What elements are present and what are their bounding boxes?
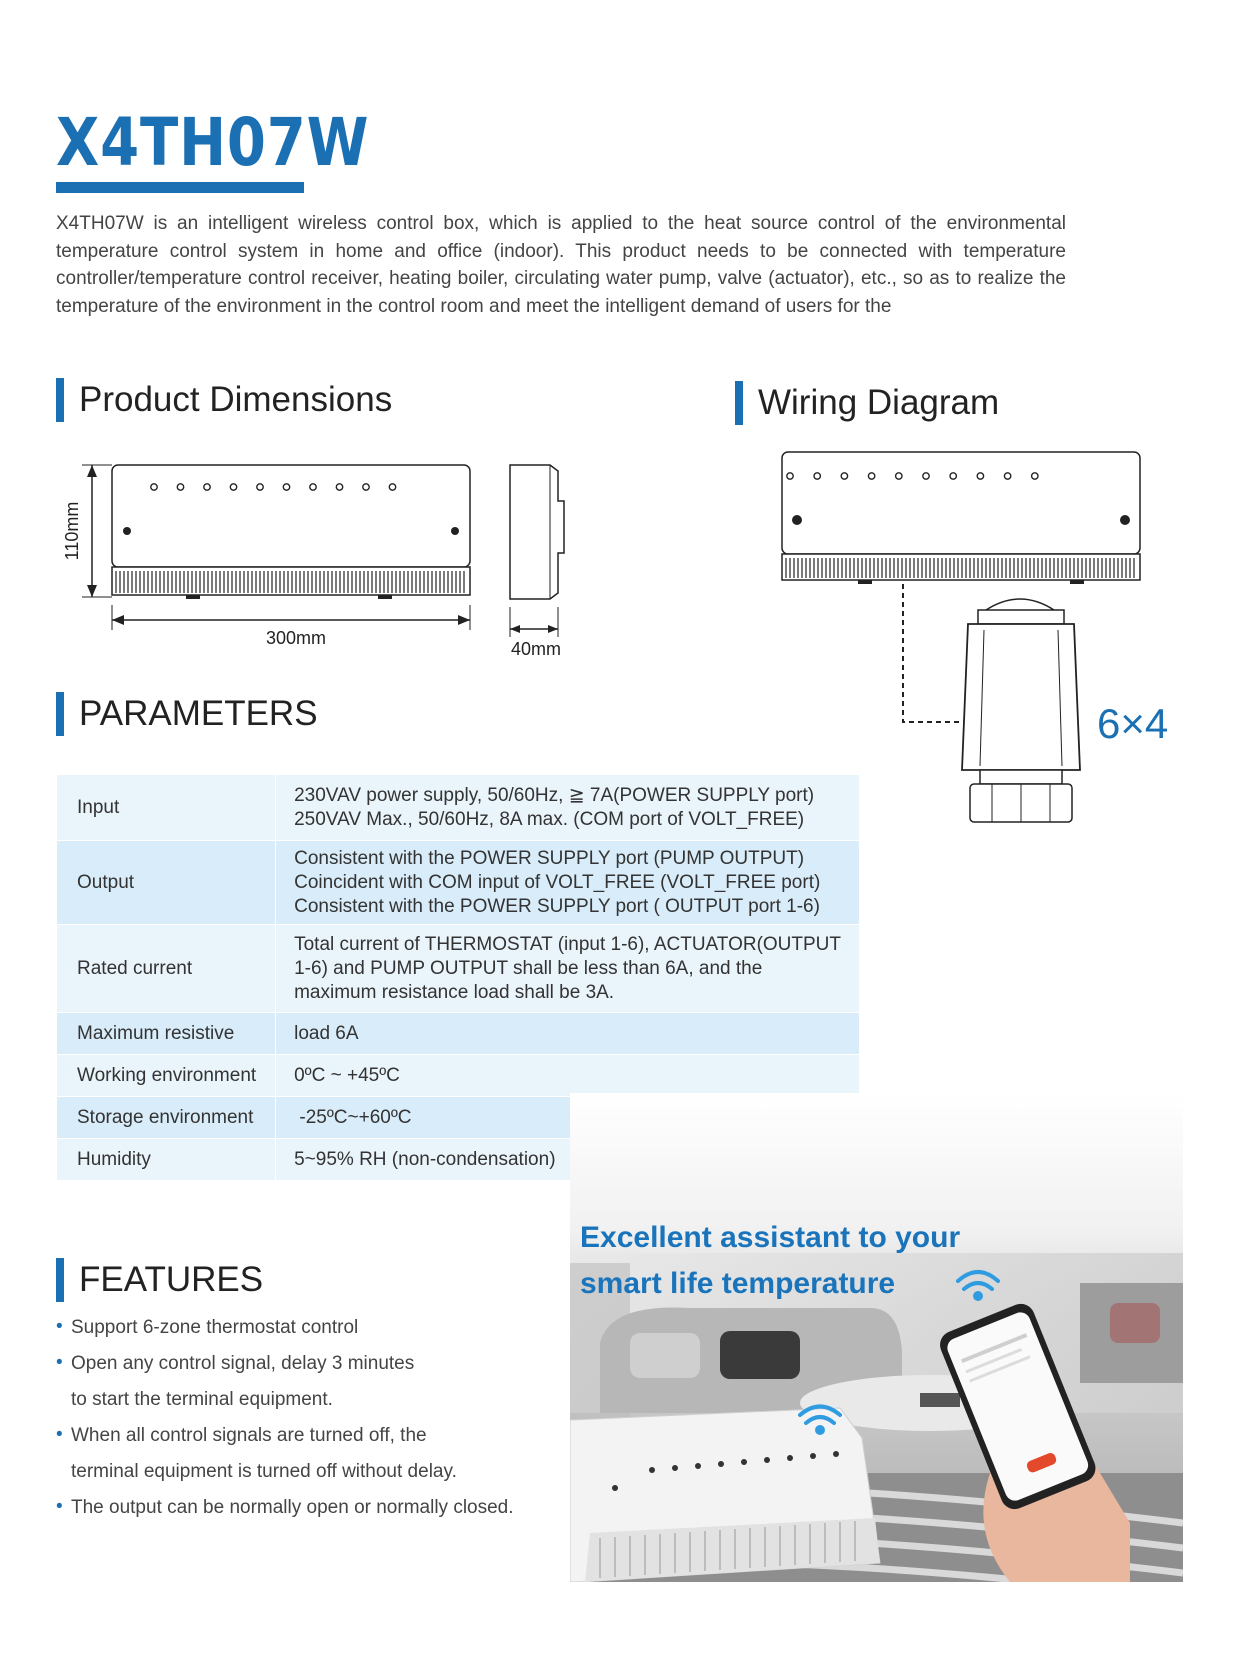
wiring-drawing bbox=[780, 450, 1180, 830]
height-label: 110mm bbox=[62, 501, 82, 561]
parameter-value-line: load 6A bbox=[294, 1022, 359, 1044]
led-hole bbox=[977, 473, 983, 479]
parameter-value-line: 230VAV power supply, 50/60Hz, ≧ 7A(POWER SUPPLY port) bbox=[294, 784, 815, 806]
actuator-illustration bbox=[962, 599, 1080, 822]
led-hole bbox=[363, 484, 369, 490]
parameter-key: Working environment bbox=[57, 1055, 276, 1097]
parameter-row bbox=[57, 1013, 860, 1055]
led-hole bbox=[841, 473, 847, 479]
section-title: FEATURES bbox=[79, 1260, 264, 1299]
parameter-key: Humidity bbox=[57, 1139, 276, 1181]
led-hole bbox=[950, 473, 956, 479]
feature-item bbox=[56, 1310, 576, 1346]
feature-item bbox=[56, 1346, 576, 1418]
parameter-row bbox=[57, 775, 860, 841]
led-hole bbox=[257, 484, 263, 490]
parameter-value-line: Consistent with the POWER SUPPLY port (PUMP OUTPUT) bbox=[294, 847, 805, 869]
title-underline bbox=[56, 182, 304, 193]
feature-line: to start the terminal equipment. bbox=[71, 1389, 333, 1410]
led-hole bbox=[814, 473, 820, 479]
feature-line: The output can be normally open or normally closed. bbox=[71, 1497, 514, 1518]
feature-line: terminal equipment is turned off without delay. bbox=[71, 1461, 457, 1482]
section-marker bbox=[56, 692, 64, 736]
intro-paragraph: X4TH07W is an intelligent wireless control box, which is applied to the heat source control of the environmental temperature control system in home and office (indoor). This product needs to be connected with temperature controller/temperature control receiver, heating boiler, circulating water pump, valve (actuator), etc., so as to realize the temperature of the environment in the control room and meet the intelligent demand of users for the bbox=[56, 213, 1066, 317]
parameter-key: Storage environment bbox=[57, 1097, 276, 1139]
led-hole bbox=[310, 484, 316, 490]
parameter-key: Output bbox=[57, 841, 276, 925]
parameter-value-line: 1-6) and PUMP OUTPUT shall be less than 6A, and the bbox=[294, 957, 763, 979]
section-marker bbox=[56, 378, 64, 422]
promo-headline bbox=[580, 1215, 960, 1307]
led-hole bbox=[204, 484, 210, 490]
parameter-value bbox=[276, 775, 860, 841]
bullet-icon: • bbox=[56, 1496, 63, 1517]
parameter-value-line: -25ºC~+60ºC bbox=[294, 1106, 412, 1128]
promo-photo bbox=[570, 1093, 1183, 1582]
section-title: Product Dimensions bbox=[79, 380, 393, 419]
led-hole bbox=[923, 473, 929, 479]
led-hole bbox=[177, 484, 183, 490]
feature-item bbox=[56, 1418, 576, 1490]
promo-line-1: Excellent assistant to your bbox=[580, 1221, 961, 1254]
feature-line: When all control signals are turned off, the bbox=[71, 1425, 427, 1446]
parameter-value bbox=[276, 925, 860, 1013]
led-hole bbox=[230, 484, 236, 490]
features-list bbox=[56, 1310, 576, 1526]
led-hole bbox=[896, 473, 902, 479]
feature-item bbox=[56, 1490, 576, 1526]
parameter-row bbox=[57, 1055, 860, 1097]
parameter-value-line: maximum resistance load shall be 3A. bbox=[294, 981, 615, 1003]
parameter-value-line: 5~95% RH (non-condensation) bbox=[294, 1148, 556, 1170]
led-hole bbox=[336, 484, 342, 490]
parameter-value bbox=[276, 841, 860, 925]
parameter-row bbox=[57, 925, 860, 1013]
section-product-dimensions bbox=[56, 378, 392, 422]
parameter-value-line: Coincident with COM input of VOLT_FREE (VOLT_FREE port) bbox=[294, 871, 821, 893]
led-hole bbox=[1004, 473, 1010, 479]
section-features bbox=[56, 1258, 263, 1302]
section-wiring-diagram bbox=[735, 381, 999, 425]
parameter-value-line: 0ºC ~ +45ºC bbox=[294, 1064, 400, 1086]
parameter-key: Maximum resistive bbox=[57, 1013, 276, 1055]
parameter-key: Rated current bbox=[57, 925, 276, 1013]
section-title: Wiring Diagram bbox=[758, 383, 1000, 422]
section-title: PARAMETERS bbox=[79, 694, 318, 733]
wiring-quantity-label: 6×4 bbox=[1097, 700, 1169, 747]
promo-line-2: smart life temperature bbox=[580, 1267, 896, 1300]
parameter-value-line: 250VAV Max., 50/60Hz, 8A max. (COM port of VOLT_FREE) bbox=[294, 808, 805, 830]
led-hole bbox=[389, 484, 395, 490]
parameter-value bbox=[276, 1013, 860, 1055]
parameter-key: Input bbox=[57, 775, 276, 841]
dimensions-drawing bbox=[56, 455, 596, 675]
led-hole bbox=[868, 473, 874, 479]
depth-label: 40mm bbox=[510, 639, 562, 659]
parameter-row bbox=[57, 841, 860, 925]
section-marker bbox=[735, 381, 743, 425]
bullet-icon: • bbox=[56, 1352, 63, 1373]
section-parameters bbox=[56, 692, 318, 736]
led-hole bbox=[787, 473, 793, 479]
feature-line: Open any control signal, delay 3 minutes bbox=[71, 1353, 415, 1374]
product-model-title: X4TH07W bbox=[56, 104, 370, 181]
parameter-value bbox=[276, 1055, 860, 1097]
led-hole bbox=[1032, 473, 1038, 479]
bullet-icon: • bbox=[56, 1316, 63, 1337]
feature-line: Support 6-zone thermostat control bbox=[71, 1317, 359, 1338]
section-marker bbox=[56, 1258, 64, 1302]
parameter-value-line: Total current of THERMOSTAT (input 1-6), ACTUATOR(OUTPUT bbox=[294, 933, 841, 955]
led-hole bbox=[151, 484, 157, 490]
bullet-icon: • bbox=[56, 1424, 63, 1445]
width-label: 300mm bbox=[265, 628, 327, 648]
led-hole bbox=[283, 484, 289, 490]
parameter-value-line: Consistent with the POWER SUPPLY port ( OUTPUT port 1-6) bbox=[294, 895, 820, 917]
